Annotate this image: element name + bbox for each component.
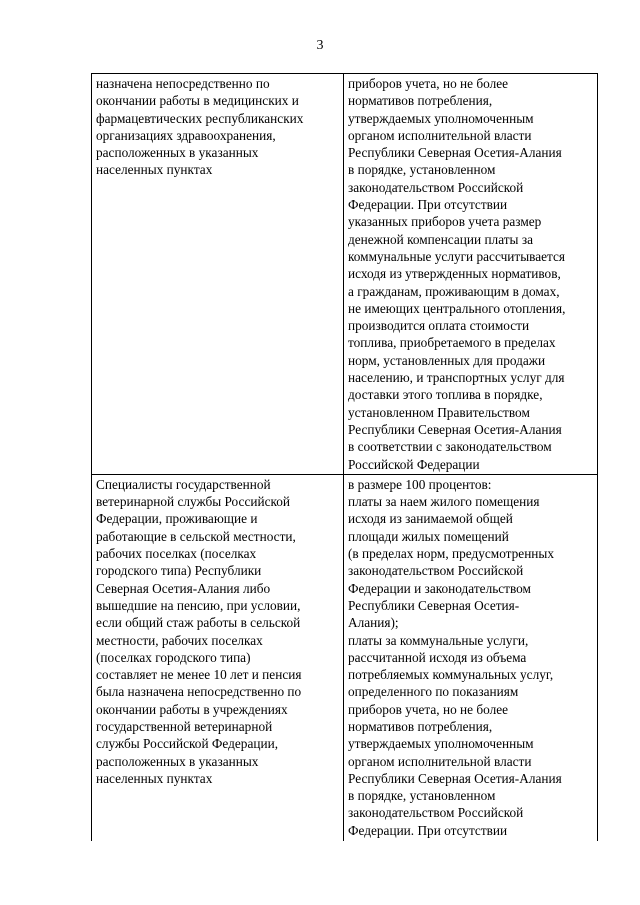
page-number: 3	[316, 38, 324, 53]
recipient-category-cell: назначена непосредственно по окончании работы в медицинских и фармацевтических республиканских организациях здравоохранения, расположенных в указанных населенных пунктах	[92, 74, 344, 475]
table-row	[92, 74, 598, 475]
table-row	[92, 474, 598, 841]
compensation-terms-cell: в размере 100 процентов: платы за наем жилого помещения исходя из занимаемой общей площади жилых помещений (в пределах норм, предусмотренных законодательством Российской Федерации и законодательством Республики Северная Осетия- Алания); платы за коммунальные услуги, рассчитанной исходя из объема потребляемых коммунальных услуг, определенного по показаниям приборов учета, но не более нормативов потребления, утверждаемых уполномоченным органом исполнительной власти Республики Северная Осетия-Алания в порядке, установленном законодательством Российской Федерации. При отсутствии	[344, 474, 598, 841]
compensation-terms-cell: приборов учета, но не более нормативов потребления, утверждаемых уполномоченным органом исполнительной власти Республики Северная Осетия-Алания в порядке, установленном законодательством Российской Федерации. При отсутствии указанных приборов учета размер денежной компенсации платы за коммунальные услуги рассчитывается исходя из утвержденных нормативов, а гражданам, проживающим в домах, не имеющих центрального отопления, производится оплата стоимости топлива, приобретаемого в пределах норм, установленных для продажи населению, и транспортных услуг для доставки этого топлива в порядке, установленном Правительством Республики Северная Осетия-Алания в соответствии с законодательством Российской Федерации	[344, 74, 598, 475]
benefits-table	[91, 73, 598, 841]
recipient-category-cell: Специалисты государственной ветеринарной службы Российской Федерации, проживающие и работающие в сельской местности, рабочих поселках (поселках городского типа) Республики Северная Осетия-Алания либо вышедшие на пенсию, при условии, если общий стаж работы в сельской местности, рабочих поселках (поселках городского типа) составляет не менее 10 лет и пенсия была назначена непосредственно по окончании работы в учреждениях государственной ветеринарной службы Российской Федерации, расположенных в указанных населенных пунктах	[92, 474, 344, 841]
